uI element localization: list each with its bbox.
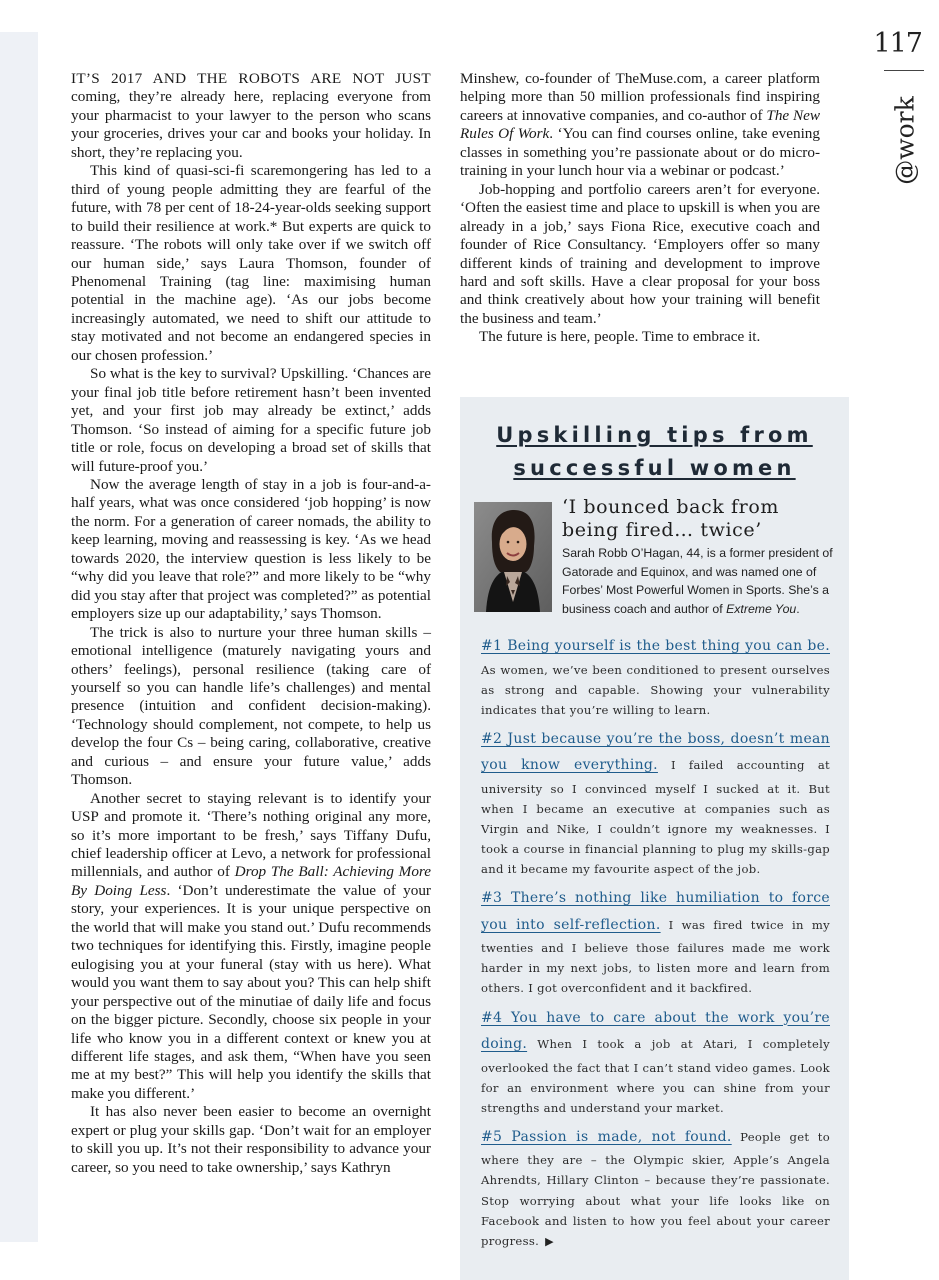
- article-paragraph: [460, 70, 820, 181]
- book-title: Extreme You: [726, 601, 797, 616]
- article-paragraph: Now the average length of stay in a job is four-and-a-half years, what was once considered ‘job hopping’ is now the norm. For a generation of career nomads, the ability to keep learning, moving and reassessing is key. ‘As we head towards 2020, the interview question is less likely to be “why did you leave that role?” and more likely to be “why did you stay after that project was completed?” as potential employers size up our adaptability,’ says Thomson.: [71, 475, 431, 623]
- book-title: The New Rules Of Work: [460, 106, 820, 143]
- sidebar-title: [460, 419, 849, 485]
- sidebar-title-line: Upskilling tips from: [496, 423, 813, 447]
- page-number: 117: [873, 28, 922, 59]
- lead-in-caps: IT’S 2017 AND THE ROBOTS ARE NOT JUST: [71, 70, 431, 87]
- paragraph-text: Minshew, co-founder of TheMuse.com, a career platform helping more than 50 million professionals find inspiring careers at innovative companies, and co-author of: [460, 70, 820, 124]
- tip-heading: #5 Passion is made, not found.: [481, 1128, 732, 1145]
- sidebar-title-line: successful women: [513, 456, 796, 480]
- tip-item: [481, 1124, 830, 1252]
- lead-text: coming, they’re already here, replacing everyone from your pharmacist to your lawyer to the person who scans your groceries, drives your car and books your holiday. In short, they’re replacing you.: [71, 88, 431, 161]
- tip-item: [481, 885, 830, 998]
- paragraph-text: Another secret to staying relevant is to identify your USP and promote it. ‘There’s nothing original any more, so it’s more important to be fresh,’ says Tiffany Dufu, chief leadership officer at Levo, a network for professional millennials, and author of: [71, 789, 431, 881]
- article-column-right: [460, 70, 820, 347]
- article-paragraph: [71, 70, 431, 162]
- bio-text: .: [796, 601, 800, 616]
- tip-item: [481, 726, 830, 879]
- tip-body: As women, we’ve been conditioned to present ourselves as strong and capable. Showing your vulnerability indicates that you’re willing to learn.: [481, 662, 830, 717]
- article-paragraph: Job-hopping and portfolio careers aren’t for everyone. ‘Often the easiest time and place to upskill is when you are already in a job,’ says Fiona Rice, executive coach and founder of Rice Consultancy. ‘Employers offer so many different kinds of training and development to improve hard and soft skills. Have a clear proposal for your boss and think creatively about how your training will benefit the business and team.’: [460, 180, 820, 327]
- article-paragraph: The future is here, people. Time to embrace it.: [479, 328, 761, 346]
- tip-heading: #1 Being yourself is the best thing you can be.: [481, 638, 830, 654]
- page-margin-strip: [0, 32, 38, 1242]
- tip-body: I failed accounting at university so I convinced myself I sucked at it. But when I became an executive at companies such as Virgin and Nike, I couldn’t ignore my weaknesses. I took a course in financial planning to plug my skills-gap and it became my favourite aspect of the job.: [481, 758, 830, 877]
- tip-heading: #4 You have to care about the work you’re doing.: [481, 1009, 830, 1053]
- tip-item: [481, 633, 830, 720]
- article-paragraph: It has also never been easier to become an overnight expert or plug your skills gap. ‘Don’t wait for an employer to skill you up. It’s not their responsibility to advance your career, so you need to take ownership,’ says Kathryn: [71, 1103, 431, 1176]
- tips-list: [481, 633, 830, 1258]
- bio-text: Sarah Robb O’Hagan, 44, is a former president of Gatorade and Equinox, and was named one of Forbes’ Most Powerful Women in Sports. She’s a business coach and author of: [562, 546, 833, 616]
- tips-sidebar: [460, 397, 849, 1280]
- paragraph-text: . ‘Don’t underestimate the value of your story, your experiences. It is your unique perspective on the world that will make you stand out.’ Dufu recommends two techniques for identifying this. Firstly, imagine people eulogising you at your funeral (stay with us here). What would you want them to say about you? This can help shift your perspective out of the minutiae of daily life and focus on the bigger picture. Secondly, choose six people in your life who know you in a different context or knew you at different life stages, and ask them, “When have you seen me at my best?” This will help you identify the skills that make you different.’: [71, 881, 431, 1102]
- paragraph-text: . ‘You can find courses online, take evening classes in something you’re passionate about or do micro-training in your lunch hour via a webinar or podcast.’: [460, 125, 820, 180]
- section-label-text: @work: [890, 96, 920, 185]
- tip-body: People get to where they are – the Olympic skier, Apple’s Angela Ahrendts, Hillary Clinton – because they’re passionate. Stop worrying about what your life looks like on Facebook and listen to how you feel about your career progress.: [481, 1129, 830, 1248]
- pull-quote: ‘I bounced back from being fired… twice’: [562, 496, 780, 541]
- article-paragraph: The trick is also to nurture your three human skills – emotional intelligence (maturely navigating yours and others’ feelings), personal resilience (taking care of yourself so you can handle life’s challenges) and mental presence (intuition and confident decision-making). ‘Technology should complement, not compete, to help us develop the four Cs – being caring, collaborative, creative and curious – and ensure your future value,’ adds Thomson.: [71, 623, 431, 789]
- article-paragraph: So what is the key to survival? Upskilling. ‘Chances are your final job title before retirement hasn’t been invented yet, and your first job may already be extinct,’ adds Thomson. ‘So instead of aiming for a specific future job title or role, focus on developing a broad set of skills that will future-proof you.’: [71, 365, 431, 475]
- profile-bio: [562, 544, 842, 618]
- tip-item: [481, 1005, 830, 1118]
- portrait-photo: [474, 502, 552, 612]
- right-triangle-icon: ▶: [545, 1234, 554, 1248]
- header-divider: [884, 70, 924, 71]
- book-title: Drop The Ball: Achieving More By Doing Less: [71, 863, 431, 899]
- article-paragraph: This kind of quasi-sci-fi scaremongering has led to a third of young people admitting they are fearful of the future, with 78 per cent of 18-24-year-olds seeking support to build their resilience at work.* But experts are quick to reassure. ‘The robots will only take over if we switch off our human side,’ says Laura Thomson, founder of Phenomenal Training (tag line: maximising human potential in the machine age). ‘As our jobs become increasingly automated, we need to shift our attitude to stay motivated and not become an endangered species in our chosen profession.’: [71, 162, 431, 364]
- tip-body: I was fired twice in my twenties and I believe those failures made me work harder in my next jobs, to listen more and learn from others. I got overconfident and it backfired.: [481, 917, 830, 996]
- section-label: [885, 96, 925, 186]
- tip-heading: #2 Just because you’re the boss, doesn’t mean you know everything.: [481, 730, 830, 774]
- tip-heading: #3 There’s nothing like humiliation to force you into self-reflection.: [481, 890, 830, 933]
- article-column-left: [71, 70, 431, 1177]
- article-paragraph: [71, 790, 431, 1104]
- tip-body: When I took a job at Atari, I completely overlooked the fact that I can’t stand video games. Look for an environment where you can shine from your strengths and understand your market.: [481, 1037, 830, 1115]
